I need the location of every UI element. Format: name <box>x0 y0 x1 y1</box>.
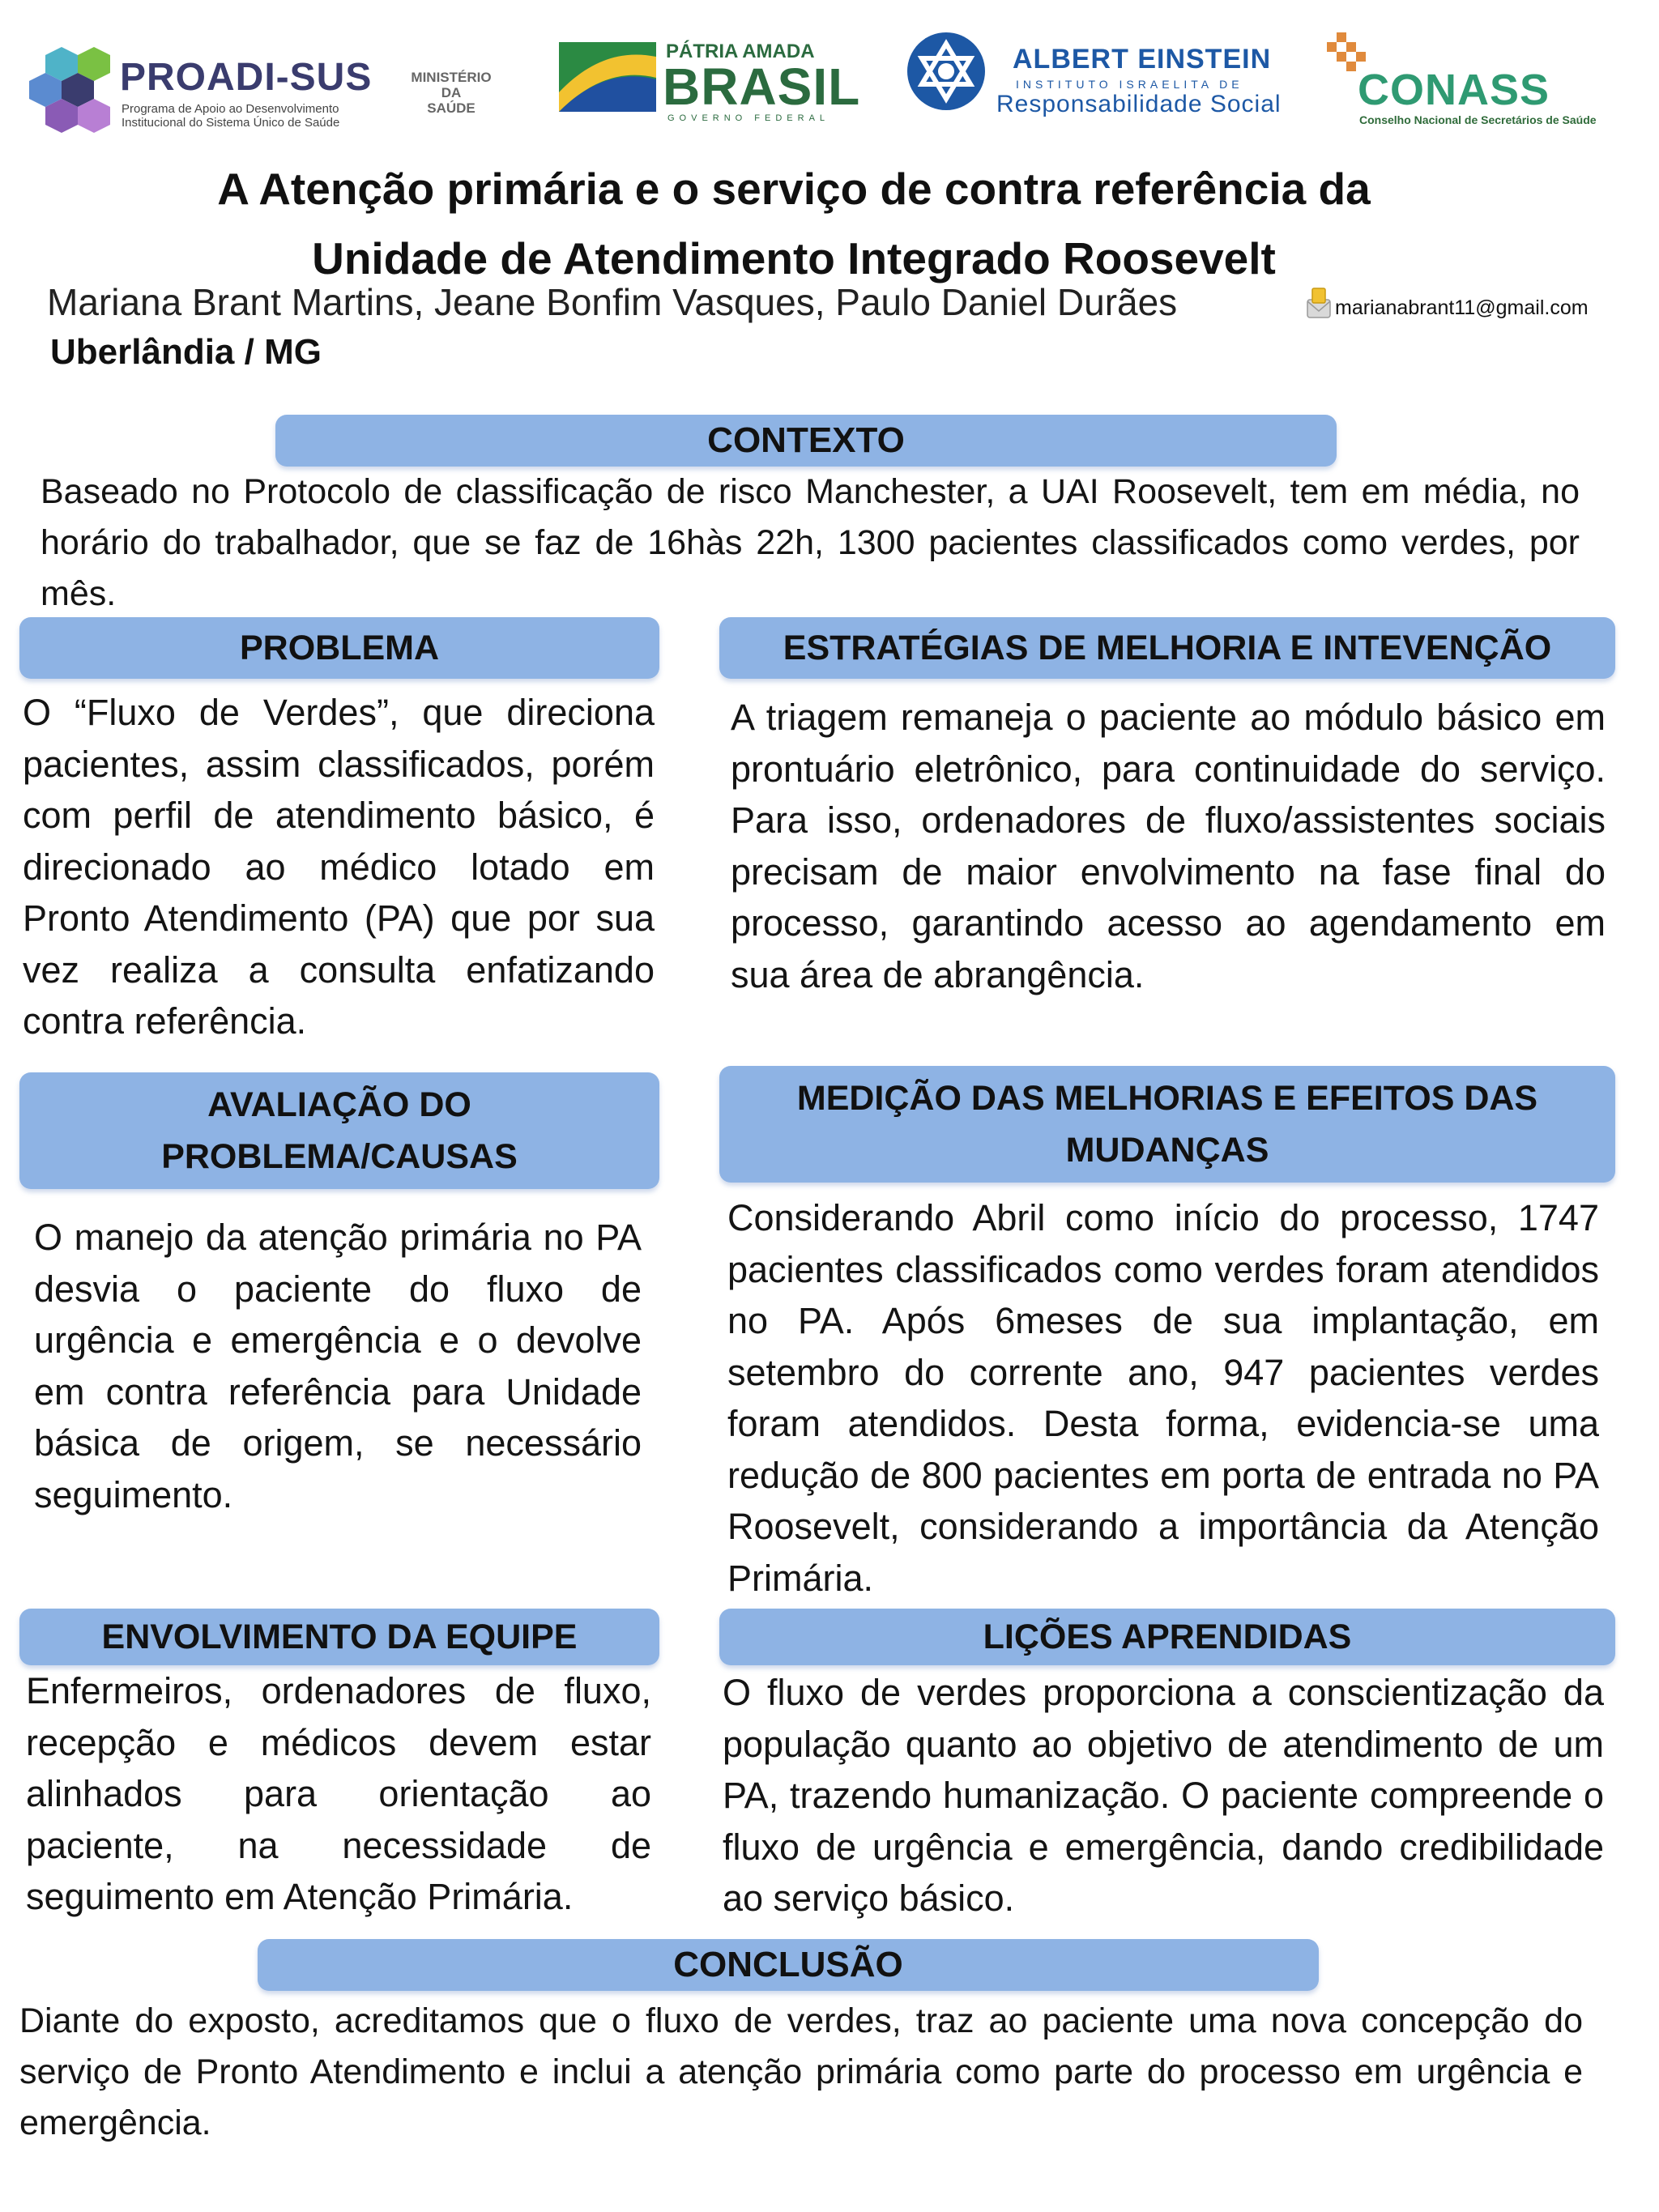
medicao-title-line2: MUDANÇAS <box>1065 1131 1269 1170</box>
estrategias-header <box>719 617 1615 679</box>
licoes-text: O fluxo de verdes proporciona a conscientização da população quanto ao objetivo de atendimento de um PA, trazendo humanização. O paciente compreende o fluxo de urgência e emergência, dando credibilidade ao serviço básico. <box>723 1672 1604 1919</box>
licoes-header <box>719 1609 1615 1665</box>
envolvimento-header <box>19 1609 659 1665</box>
avaliacao-title-line1: AVALIAÇÃO DO <box>207 1085 471 1124</box>
proadi-sus-logo <box>29 47 373 136</box>
avaliacao-title-line2: PROBLEMA/CAUSAS <box>161 1137 518 1176</box>
brasil-line1: PÁTRIA AMADA <box>666 40 815 62</box>
problema-title: PROBLEMA <box>239 628 440 667</box>
ministerio-line1: MINISTÉRIO DA <box>411 70 492 100</box>
location: Uberlândia / MG <box>50 332 322 372</box>
envolvimento-title: ENVOLVIMENTO DA EQUIPE <box>101 1617 578 1656</box>
brasil-flag-icon <box>559 42 656 112</box>
email-address[interactable]: marianabrant11@gmail.com <box>1335 296 1589 319</box>
medicao-title-line1: MEDIÇÃO DAS MELHORIAS E EFEITOS DAS <box>796 1079 1538 1118</box>
conclusao-text: Diante do exposto, acreditamos que o fluxo de verdes, traz ao paciente uma nova concepção do serviço de Pronto Atendimento e inclui a atenção primária como parte do processo em urgência e emergência. <box>19 2001 1583 2142</box>
contexto-title: CONTEXTO <box>707 420 905 460</box>
mail-icon <box>1306 287 1332 319</box>
avaliacao-text: O manejo da atenção primária no PA desvia o paciente do fluxo de urgência e emergência e o devolve em contra referência para Unidade básica de origem, se necessário seguimento. <box>34 1217 642 1515</box>
poster-title-line2: Unidade de Atendimento Integrado Roosevelt <box>312 233 1276 283</box>
proadi-subtitle-line1: Programa de Apoio ao Desenvolvimento <box>122 102 339 116</box>
contexto-header <box>275 415 1337 467</box>
albert-einstein-logo <box>906 31 1286 120</box>
brasil-line3: GOVERNO FEDERAL <box>667 113 830 123</box>
einstein-line1: ALBERT EINSTEIN <box>1013 44 1272 75</box>
einstein-line2: INSTITUTO ISRAELITA DE <box>1016 78 1243 91</box>
licoes-title: LIÇÕES APRENDIDAS <box>983 1617 1352 1656</box>
conass-logo <box>1325 31 1625 126</box>
proadi-subtitle-line2: Institucional do Sistema Único de Saúde <box>122 116 340 130</box>
patria-amada-brasil-logo <box>559 39 861 123</box>
contexto-text: Baseado no Protocolo de classificação de risco Manchester, a UAI Roosevelt, tem em média, no horário do trabalhador, que se faz de 16hàs 22h, 1300 pacientes classificados como verdes, por mês. <box>41 472 1580 613</box>
proadi-name: PROADI-SUS <box>120 56 373 99</box>
conclusao-title: CONCLUSÃO <box>673 1945 903 1984</box>
problema-header <box>19 617 659 679</box>
problema-text: O “Fluxo de Verdes”, que direciona pacientes, assim classificados, porém com perfil de atendimento básico, é direcionado ao médico lotado em Pronto Atendimento (PA) que por sua vez realiza a consulta enfatizando contra referência. <box>23 692 655 1042</box>
conclusao-header <box>258 1939 1319 1991</box>
medicao-header <box>719 1066 1615 1183</box>
conass-subtitle: Conselho Nacional de Secretários de Saúde <box>1359 113 1597 126</box>
estrategias-title: ESTRATÉGIAS DE MELHORIA E INTEVENÇÃO <box>783 628 1552 667</box>
conass-name: CONASS <box>1358 66 1550 114</box>
estrategias-text: A triagem remaneja o paciente ao módulo básico em prontuário eletrônico, para continuidade do serviço. Para isso, ordenadores de fluxo/assistentes sociais precisam de maior envolvimento na fase final do processo, garantindo acesso ao agendamento em sua área de abrangência. <box>731 697 1606 995</box>
ministerio-da-saude-logo <box>407 70 496 116</box>
ministerio-line2: SAÚDE <box>427 100 476 116</box>
poster-title <box>81 154 1507 293</box>
envolvimento-text: Enfermeiros, ordenadores de fluxo, recepção e médicos devem estar alinhados para orientação ao paciente, na necessidade de seguimento em Atenção Primária. <box>26 1670 651 1917</box>
avaliacao-header <box>19 1072 659 1189</box>
poster-title-line1: A Atenção primária e o serviço de contra referência da <box>217 164 1371 214</box>
proadi-subtitle <box>122 102 389 130</box>
authors: Mariana Brant Martins, Jeane Bonfim Vasques, Paulo Daniel Durães <box>47 281 1178 323</box>
einstein-line3: Responsabilidade Social <box>996 91 1282 117</box>
brasil-line2: BRASIL <box>663 58 861 116</box>
proadi-hexagon-icon <box>29 47 110 136</box>
medicao-text: Considerando Abril como início do processo, 1747 pacientes classificados como verdes foram atendidos no PA. Após 6meses de sua implantação, em setembro do corrente ano, 947 pacientes verdes foram atendidos. Desta forma, evidencia-se uma redução de 800 pacientes em porta de entrada no PA Roosevelt, considerando a importância da Atenção Primária. <box>727 1197 1599 1599</box>
einstein-star-icon <box>906 31 987 112</box>
